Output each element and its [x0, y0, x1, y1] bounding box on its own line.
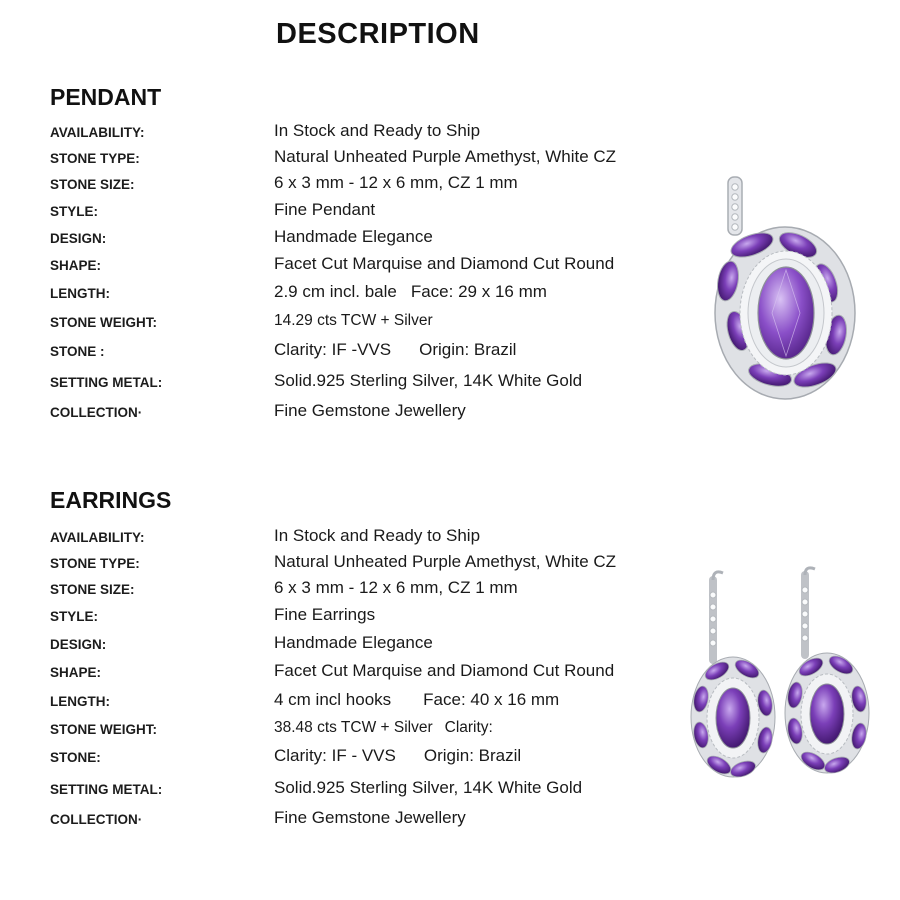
spec-value [274, 633, 433, 653]
spec-value [274, 526, 480, 546]
spec-row [50, 227, 690, 249]
spec-value-text: Solid.925 Sterling Silver, 14K White Gold [274, 371, 583, 390]
spec-value [274, 147, 616, 167]
spec-value [274, 121, 480, 141]
spec-value-text: Fine Earrings [274, 605, 376, 624]
spec-label: STONE : [50, 344, 105, 359]
spec-value-text: Solid.925 Sterling Silver, 14K White Gold [274, 778, 583, 797]
spec-value [274, 282, 547, 302]
spec-value [274, 578, 518, 598]
spec-row [50, 401, 690, 423]
spec-value [274, 778, 582, 798]
spec-value-text: 38.48 cts TCW + Silver [274, 719, 433, 736]
spec-row [50, 200, 690, 222]
spec-value-text: Fine Pendant [274, 200, 376, 219]
spec-row [50, 147, 690, 169]
spec-value [274, 312, 433, 330]
spec-label: AVAILABILITY: [50, 125, 145, 140]
page-title: DESCRIPTION [276, 18, 480, 50]
spec-value-extra: Origin: Brazil [419, 340, 517, 359]
spec-value-text: Clarity: IF - VVS [274, 746, 396, 765]
spec-row [50, 778, 690, 800]
spec-value [274, 552, 616, 572]
spec-row [50, 282, 690, 304]
spec-value-text: Handmade Elegance [274, 633, 433, 652]
spec-value [274, 340, 516, 360]
spec-value [274, 808, 466, 828]
spec-value [274, 401, 466, 421]
spec-value-text: Facet Cut Marquise and Diamond Cut Round [274, 254, 615, 273]
spec-label: STONE TYPE: [50, 151, 140, 166]
spec-value-extra: Face: 29 x 16 mm [410, 282, 547, 301]
spec-label: STONE SIZE: [50, 177, 135, 192]
spec-row [50, 808, 690, 830]
spec-row [50, 340, 690, 362]
spec-row [50, 173, 690, 195]
spec-value-text: In Stock and Ready to Ship [274, 121, 481, 140]
spec-value [274, 661, 614, 681]
spec-value [274, 605, 375, 625]
spec-value-text: 14.29 cts TCW + Silver [274, 312, 433, 329]
spec-label: DESIGN: [50, 637, 107, 652]
spec-row [50, 633, 690, 655]
spec-label: STONE SIZE: [50, 582, 135, 597]
spec-row [50, 526, 690, 548]
spec-value-text: Fine Gemstone Jewellery [274, 401, 466, 420]
spec-value-text: Natural Unheated Purple Amethyst, White CZ [274, 552, 617, 571]
spec-row [50, 746, 690, 768]
spec-row [50, 254, 690, 276]
spec-value-extra: Clarity: [444, 719, 493, 736]
pendant-image [700, 175, 870, 400]
spec-row [50, 690, 690, 712]
spec-value-text: Clarity: IF -VVS [274, 340, 392, 359]
spec-value-text: In Stock and Ready to Ship [274, 526, 481, 545]
spec-value [274, 173, 518, 193]
spec-label: STONE: [50, 750, 101, 765]
spec-label: SHAPE: [50, 258, 102, 273]
spec-value-text: Fine Gemstone Jewellery [274, 808, 466, 827]
spec-label: COLLECTION· [50, 405, 143, 420]
spec-label: SHAPE: [50, 665, 102, 680]
spec-label: STYLE: [50, 204, 99, 219]
spec-value-text: 2.9 cm incl. bale [274, 282, 397, 301]
spec-value-text: Handmade Elegance [274, 227, 433, 246]
spec-label: STONE TYPE: [50, 556, 140, 571]
spec-label: DESIGN: [50, 231, 107, 246]
spec-row [50, 552, 690, 574]
spec-row [50, 718, 690, 740]
spec-value-text: Natural Unheated Purple Amethyst, White CZ [274, 147, 617, 166]
spec-value-text: 6 x 3 mm - 12 x 6 mm, CZ 1 mm [274, 578, 518, 597]
spec-value [274, 227, 433, 247]
spec-row [50, 121, 690, 143]
spec-value [274, 371, 582, 391]
spec-value [274, 690, 559, 710]
spec-value-extra: Origin: Brazil [423, 746, 522, 765]
spec-value-text: Facet Cut Marquise and Diamond Cut Round [274, 661, 615, 680]
spec-value [274, 719, 493, 737]
earring-right [785, 568, 869, 776]
spec-value [274, 254, 614, 274]
spec-row [50, 661, 690, 683]
spec-label: COLLECTION· [50, 812, 143, 827]
spec-value-text: 4 cm incl hooks [274, 690, 392, 709]
spec-label: AVAILABILITY: [50, 530, 145, 545]
spec-label: SETTING METAL: [50, 375, 163, 390]
spec-label: LENGTH: [50, 286, 110, 301]
earrings-heading: EARRINGS [50, 487, 172, 513]
spec-value-extra: Face: 40 x 16 mm [423, 690, 560, 709]
earring-left [691, 572, 775, 780]
spec-label: STONE WEIGHT: [50, 722, 158, 737]
spec-label: STONE WEIGHT: [50, 315, 158, 330]
spec-row [50, 578, 690, 600]
earrings-image [685, 565, 885, 790]
spec-row [50, 371, 690, 393]
pendant-heading: PENDANT [50, 84, 162, 110]
spec-value-text: 6 x 3 mm - 12 x 6 mm, CZ 1 mm [274, 173, 518, 192]
spec-row [50, 311, 690, 333]
spec-label: STYLE: [50, 609, 99, 624]
spec-row [50, 605, 690, 627]
spec-label: SETTING METAL: [50, 782, 163, 797]
spec-value [274, 200, 375, 220]
spec-value [274, 746, 521, 766]
spec-label: LENGTH: [50, 694, 110, 709]
